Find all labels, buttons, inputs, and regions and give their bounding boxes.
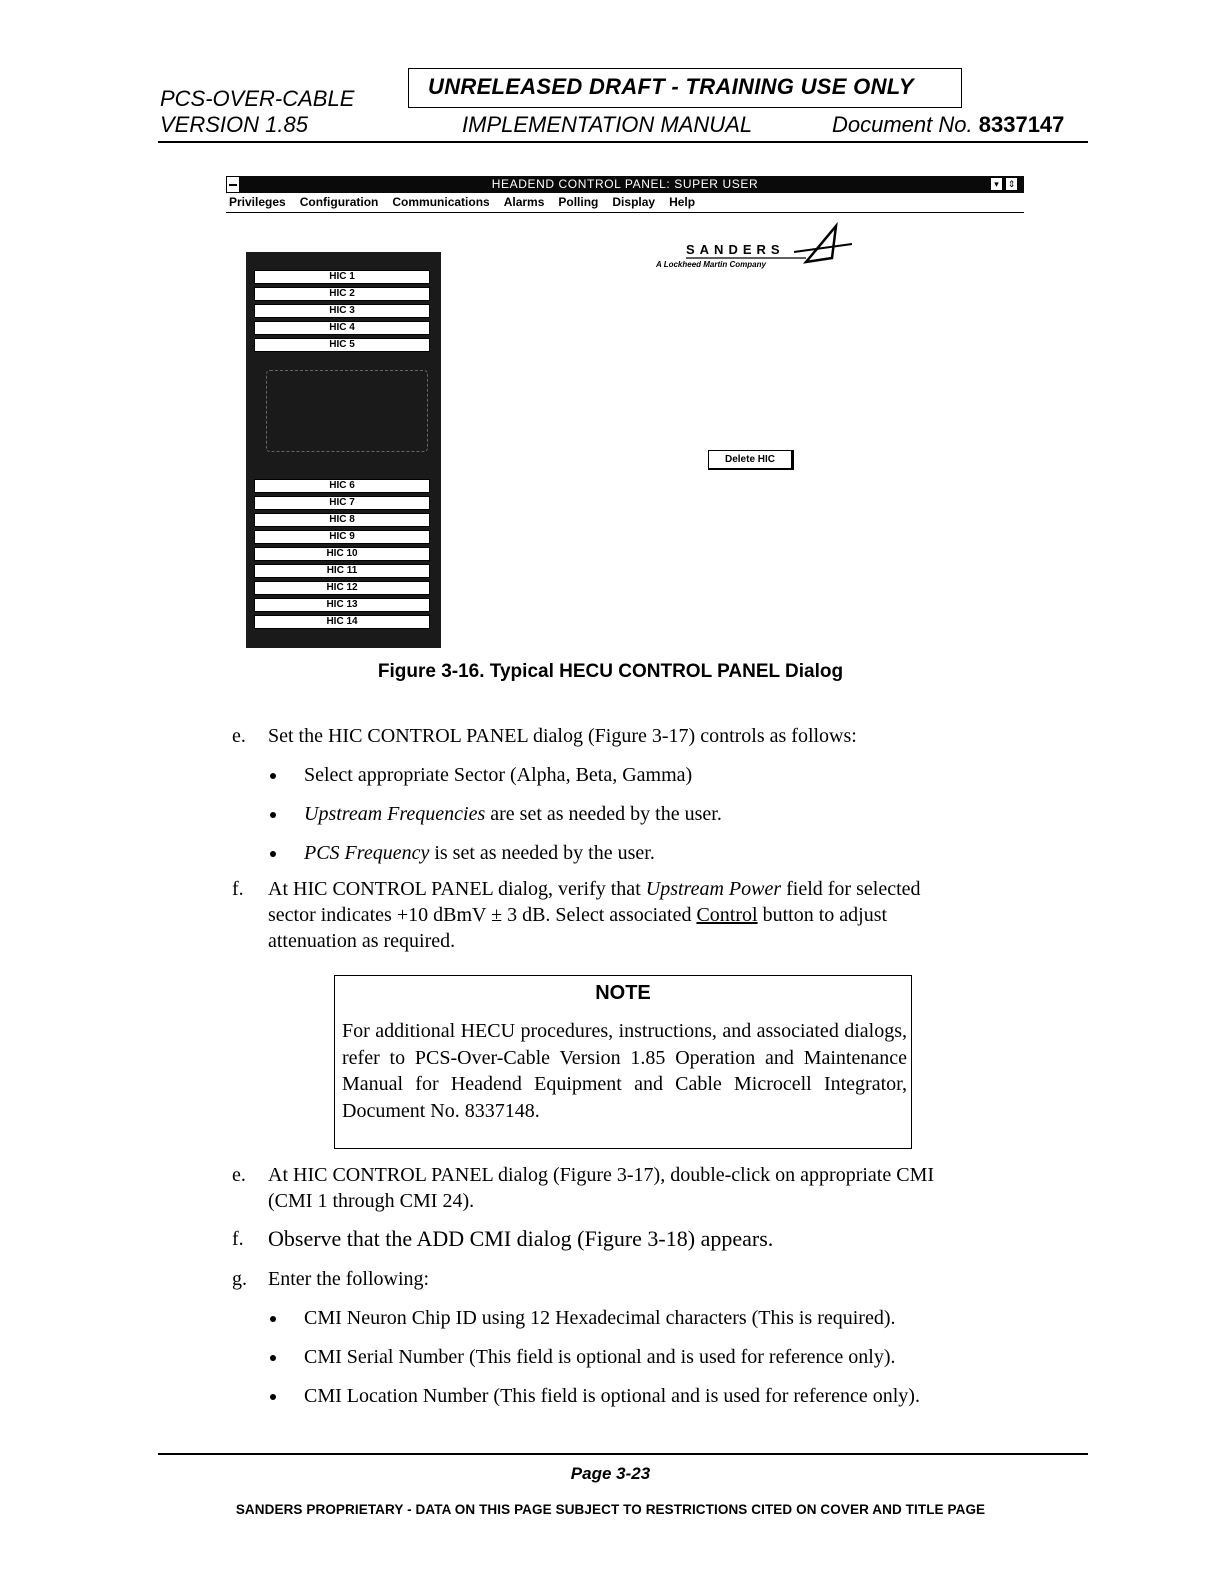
bullet-rest: are set as needed by the user.: [485, 803, 722, 825]
bullet-emphasis: Upstream Frequencies: [304, 803, 486, 825]
step-marker: f.: [232, 878, 244, 900]
step-text: Observe that the ADD CMI dialog (Figure 3-18) appears.: [268, 1226, 774, 1251]
note-title: NOTE: [595, 982, 651, 1004]
bullet-text: CMI Serial Number (This field is optional and is used for reference only).: [304, 1346, 896, 1368]
header-rule: [158, 141, 1088, 143]
step-text: Enter the following:: [268, 1268, 430, 1290]
step-text-part: field for selected: [781, 878, 921, 900]
note-body: For additional HECU procedures, instructions, and associated dialogs, refer to PCS-Over-Cable Version 1.85 Operation and Maintenance Manual for Headend Equipment and Cable Microcell Integrator, Document No. 8337148.: [342, 1020, 907, 1122]
bullet-text: [304, 840, 655, 866]
hic-slot-8[interactable]: HIC 8: [254, 513, 430, 527]
bullet-text: Select appropriate Sector (Alpha, Beta, Gamma): [304, 764, 693, 786]
hic-slot-7[interactable]: HIC 7: [254, 496, 430, 510]
menu-polling[interactable]: Polling: [558, 195, 599, 209]
hic-slot-11[interactable]: HIC 11: [254, 564, 430, 578]
bullet-icon: [270, 1316, 276, 1322]
menu-display[interactable]: Display: [612, 195, 656, 209]
menu-alarms[interactable]: Alarms: [503, 195, 545, 209]
window-title: HEADEND CONTROL PANEL: SUPER USER: [491, 177, 759, 191]
hic-slot-12[interactable]: HIC 12: [254, 581, 430, 595]
menu-help[interactable]: Help: [669, 195, 696, 209]
proprietary-notice: SANDERS PROPRIETARY - DATA ON THIS PAGE SUBJECT TO RESTRICTIONS CITED ON COVER AND TITLE PAGE: [235, 1502, 986, 1517]
step-text: Set the HIC CONTROL PANEL dialog (Figure 3-17) controls as follows:: [268, 725, 857, 747]
sanders-logo: [656, 218, 856, 278]
note-box: [334, 975, 912, 1149]
bullet-icon: [270, 812, 276, 818]
step-text-part: button to adjust: [757, 904, 888, 926]
bullet-text: CMI Location Number (This field is optional and is used for reference only).: [304, 1385, 920, 1407]
bullet-text: [304, 801, 722, 827]
manual-title: IMPLEMENTATION MANUAL: [462, 112, 753, 137]
bullet-text: CMI Neuron Chip ID using 12 Hexadecimal characters (This is required).: [304, 1307, 896, 1329]
step-marker: g.: [232, 1268, 247, 1290]
hecu-control-panel-figure: [226, 176, 1026, 651]
bullet-icon: [270, 773, 276, 779]
minimize-icon[interactable]: ▾: [990, 177, 1003, 191]
bullet-icon: [270, 1355, 276, 1361]
step-emphasis: Upstream Power: [645, 878, 782, 900]
product-name: PCS-OVER-CABLE: [160, 86, 355, 111]
hic-slot-5[interactable]: HIC 5: [254, 338, 430, 352]
step-text: [268, 876, 921, 902]
document-label: Document No.: [832, 112, 973, 137]
step-text: [268, 902, 887, 928]
logo-wordmark: SANDERS: [686, 242, 785, 257]
menu-privileges[interactable]: Privileges: [229, 195, 286, 209]
bullet-emphasis: PCS Frequency: [304, 842, 430, 864]
menu-communications[interactable]: Communications: [392, 195, 490, 209]
page-number: Page 3-23: [570, 1464, 651, 1483]
step-text: attenuation as required.: [268, 930, 456, 952]
bullet-icon: [270, 1394, 276, 1400]
hic-slot-6[interactable]: HIC 6: [254, 479, 430, 493]
hic-slot-4[interactable]: HIC 4: [254, 321, 430, 335]
menu-configuration[interactable]: Configuration: [299, 195, 379, 209]
hic-slot-9[interactable]: HIC 9: [254, 530, 430, 544]
step-text-part: sector indicates +10 dBmV ± 3 dB. Select associated: [268, 904, 697, 926]
hic-slot-13[interactable]: HIC 13: [254, 598, 430, 612]
hic-rack: [246, 252, 441, 648]
step-marker: f.: [232, 1228, 244, 1250]
logo-subtitle: A Lockheed Martin Company: [656, 260, 766, 269]
draft-status: UNRELEASED DRAFT - TRAINING USE ONLY: [428, 74, 914, 99]
hic-slot-14[interactable]: HIC 14: [254, 615, 430, 629]
hic-slot-3[interactable]: HIC 3: [254, 304, 430, 318]
step-text: At HIC CONTROL PANEL dialog (Figure 3-17), double-click on appropriate CMI: [268, 1164, 935, 1186]
rack-empty-bay: [266, 370, 428, 452]
document-value: 8337147: [978, 112, 1065, 137]
document-number: [832, 112, 1064, 138]
step-text-part: At HIC CONTROL PANEL dialog, verify that: [268, 878, 646, 900]
hic-slot-1[interactable]: HIC 1: [254, 270, 430, 284]
step-marker: e.: [232, 1164, 246, 1186]
footer-rule: [158, 1453, 1088, 1455]
menu-bar: [226, 195, 1024, 213]
product-version: VERSION 1.85: [160, 112, 308, 137]
step-marker: e.: [232, 725, 246, 747]
bullet-rest: is set as needed by the user.: [429, 842, 655, 864]
figure-caption: Figure 3-16. Typical HECU CONTROL PANEL Dialog: [377, 661, 844, 682]
hic-slot-2[interactable]: HIC 2: [254, 287, 430, 301]
bullet-icon: [270, 851, 276, 857]
restore-icon[interactable]: ⇕: [1005, 177, 1018, 191]
control-reference: Control: [696, 904, 758, 926]
window-titlebar: [226, 176, 1024, 193]
delete-hic-button[interactable]: Delete HIC: [708, 450, 794, 470]
step-text: (CMI 1 through CMI 24).: [268, 1190, 475, 1212]
hic-slot-10[interactable]: HIC 10: [254, 547, 430, 561]
